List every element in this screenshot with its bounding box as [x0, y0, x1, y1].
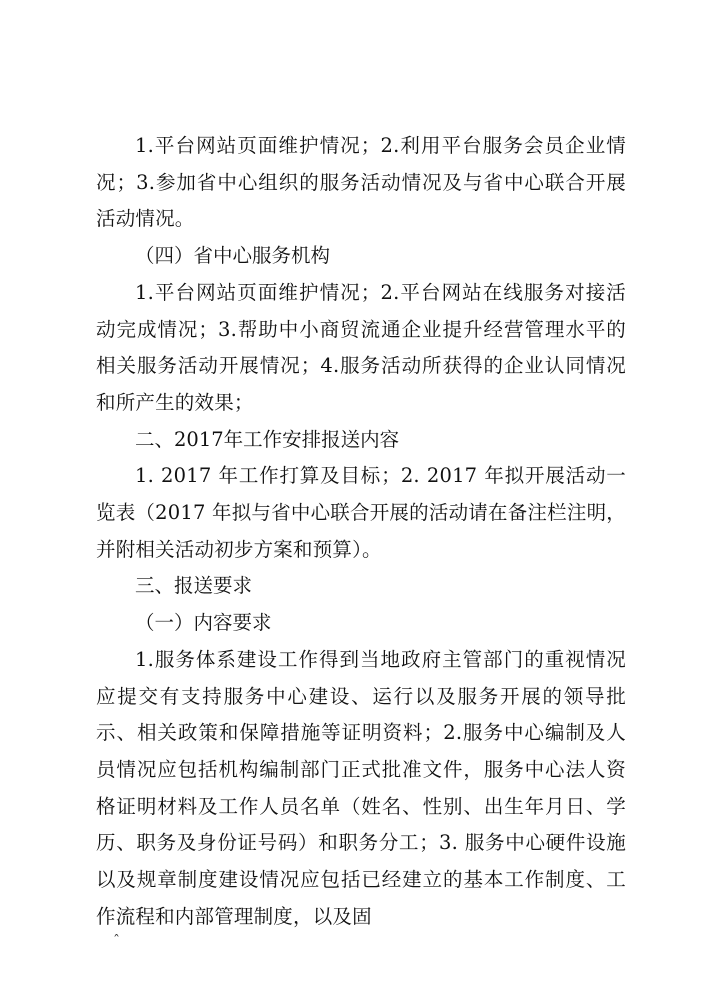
heading-submission-requirements: 三、报送要求 [135, 574, 253, 598]
paragraph-2017-plan-items: 1. 2017 年工作打算及目标；2. 2017 年拟开展活动一览表（2017 年拟与省中心联合开展的活动请在备注栏注明，并附相关活动初步方案和预算）。 [96, 464, 626, 561]
paragraph-content-requirements: 1.服务体系建设工作得到当地政府主管部门的重视情况应提交有支持服务中心建设、运行以及服务开展的领导批示、相关政策和保障措施等证明资料；2.服务中心编制及人员情况应包括机构编制部门正式批准文件，服务中心法人资格证明材料及工作人员名单（姓名、性别、出生年月日、学历、职务及身份证号码）和职务分工；3. 服务中心硬件设施以及规章制度建设情况应包括已经建立的基本工作制度、工作流程和内部管理制度，以及固 [96, 647, 626, 928]
document-body [96, 128, 626, 935]
heading-content-requirements: （一）内容要求 [135, 611, 272, 635]
heading-2017-work-plan: 二、2017年工作安排报送内容 [135, 427, 400, 451]
paragraph-platform-items: 1.平台网站页面维护情况；2.利用平台服务会员企业情况；3.参加省中心组织的服务活动情况及与省中心联合开展活动情况。 [96, 134, 626, 231]
paragraph-provincial-center-items: 1.平台网站页面维护情况；2.平台网站在线服务对接活动完成情况；3.帮助中小商贸流通企业提升经营管理水平的相关服务活动开展情况；4.服务活动所获得的企业认同情况和所产生的效果； [96, 280, 626, 414]
heading-provincial-center: （四）省中心服务机构 [135, 244, 331, 268]
footer-mark: ˆ [113, 933, 120, 949]
